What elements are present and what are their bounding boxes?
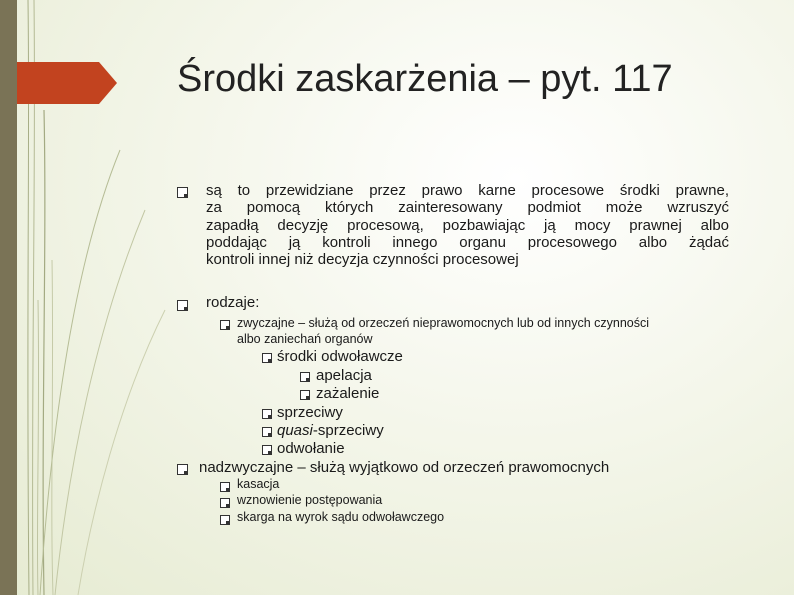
slide-title: Środki zaskarżenia – pyt. 117 bbox=[177, 58, 673, 100]
square-bullet-icon bbox=[220, 320, 230, 330]
ordinary-line-2: albo zaniechań organów bbox=[237, 332, 373, 346]
definition-line: kontroli innej niż decyzja czynności procesowej bbox=[206, 251, 519, 269]
definition-line: zapadłą decyzję procesową, pozbawiając ją mocy prawnej albo bbox=[206, 216, 729, 234]
square-bullet-icon bbox=[262, 353, 272, 363]
appeal-means: środki odwoławcze bbox=[277, 348, 403, 365]
square-bullet-icon bbox=[177, 300, 188, 311]
square-bullet-icon bbox=[262, 445, 272, 455]
square-bullet-icon bbox=[220, 482, 230, 492]
definition-line: poddając ją kontroli innego organu procesowego albo żądać bbox=[206, 233, 729, 251]
square-bullet-icon bbox=[262, 427, 272, 437]
objections: sprzeciwy bbox=[277, 404, 343, 421]
reopening: wznowienie postępowania bbox=[237, 493, 383, 507]
square-bullet-icon bbox=[220, 515, 230, 525]
square-bullet-icon bbox=[262, 409, 272, 419]
square-bullet-icon bbox=[300, 372, 310, 382]
ordinary-line-1: zwyczajne – służą od orzeczeń nieprawomocnych lub od innych czynności bbox=[237, 316, 650, 330]
quasi-prefix: quasi bbox=[277, 422, 313, 439]
square-bullet-icon bbox=[177, 187, 188, 198]
square-bullet-icon bbox=[300, 390, 310, 400]
appeal: apelacja bbox=[316, 367, 372, 384]
title-accent-arrow bbox=[17, 62, 117, 104]
definition-line: są to przewidziane przez prawo karne procesowe środki prawne, bbox=[206, 182, 729, 199]
quasi-suffix: -sprzeciwy bbox=[312, 422, 384, 439]
square-bullet-icon bbox=[177, 464, 188, 475]
quasi-objections bbox=[277, 422, 384, 439]
square-bullet-icon bbox=[220, 498, 230, 508]
extraordinary-label: nadzwyczajne – służą wyjątkowo od orzeczeń prawomocnych bbox=[199, 459, 610, 476]
types-label: rodzaje: bbox=[206, 294, 260, 311]
complaint-appellate: skarga na wyrok sądu odwoławczego bbox=[237, 510, 445, 524]
complaint: zażalenie bbox=[316, 385, 380, 402]
definition-line: za pomocą których zainteresowany podmiot może wzruszyć bbox=[206, 199, 729, 217]
cassation: kasacja bbox=[237, 477, 280, 491]
withdrawal: odwołanie bbox=[277, 440, 345, 457]
definition-paragraph bbox=[206, 182, 729, 268]
